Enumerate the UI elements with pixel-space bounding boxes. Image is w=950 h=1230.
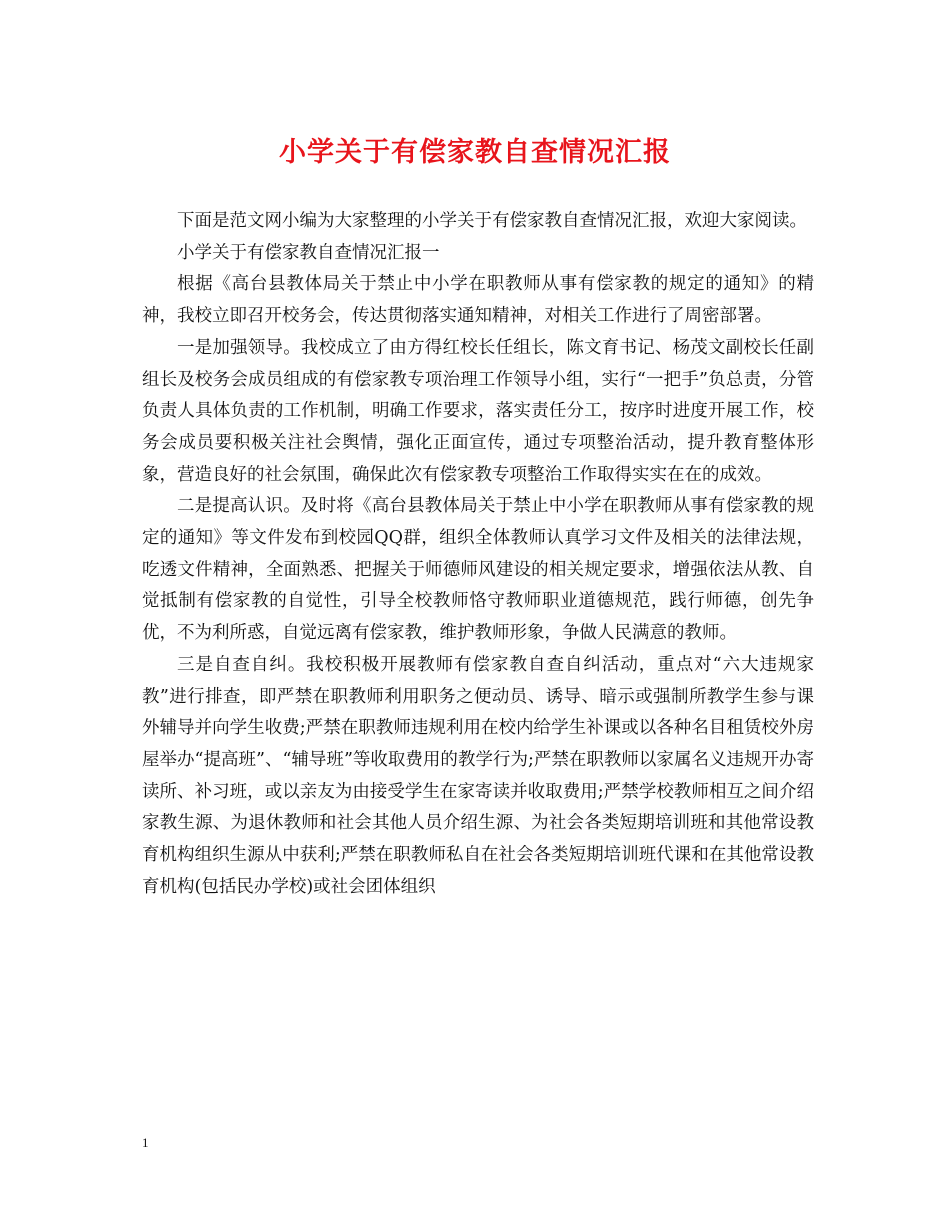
paragraph-section-heading: 小学关于有偿家教自查情况汇报一 [177,242,440,263]
paragraph-awareness: 二是提高认识。及时将《高台县教体局关于禁止中小学在职教师从事有偿家教的规定的通知》等文件发布到校园QQ群，组织全体教师认真学习文件及相关的法律法规，吃透文件精神，全面熟悉、把握关于师德师风建设的相关规定要求，增强依法从教、自觉抵制有偿家教的自觉性，引导全校教师恪守教师职业道德规范，践行师德，创先争优，不为利所惑，自觉远离有偿家教，维护教师形象，争做人民满意的教师。 [142,496,814,644]
page-number: 1 [142,1135,149,1150]
document-title: 小学关于有偿家教自查情况汇报 [279,137,671,168]
document-body [142,206,814,903]
paragraph-basis: 根据《高台县教体局关于禁止中小学在职教师从事有偿家教的规定的通知》的精神，我校立即召开校务会，传达贯彻落实通知精神，对相关工作进行了周密部署。 [142,274,814,327]
paragraph-self-inspection: 三是自查自纠。我校积极开展教师有偿家教自查自纠活动，重点对“六大违规家教”进行排查，即严禁在职教师利用职务之便动员、诱导、暗示或强制所教学生参与课外辅导并向学生收费;严禁在职教师违规利用在校内给学生补课或以各种名目租赁校外房屋举办“提高班”、“辅导班”等收取费用的教学行为;严禁在职教师以家属名义违规开办寄读所、补习班，或以亲友为由接受学生在家寄读并收取费用;严禁学校教师相互之间介绍家教生源、为退休教师和社会其他人员介绍生源、为社会各类短期培训班和其他常设教育机构组织生源从中获利;严禁在职教师私自在社会各类短期培训班代课和在其他常设教育机构(包括民办学校)或社会团体组织 [142,654,814,897]
paragraph-leadership: 一是加强领导。我校成立了由方得红校长任组长，陈文育书记、杨茂文副校长任副组长及校务会成员组成的有偿家教专项治理工作领导小组，实行“一把手”负总责，分管负责人具体负责的工作机制，明确工作要求，落实责任分工，按序时进度开展工作，校务会成员要积极关注社会舆情，强化正面宣传，通过专项整治活动，提升教育整体形象，营造良好的社会氛围，确保此次有偿家教专项整治工作取得实实在在的成效。 [142,337,814,485]
paragraph-intro: 下面是范文网小编为大家整理的小学关于有偿家教自查情况汇报，欢迎大家阅读。 [177,211,807,231]
